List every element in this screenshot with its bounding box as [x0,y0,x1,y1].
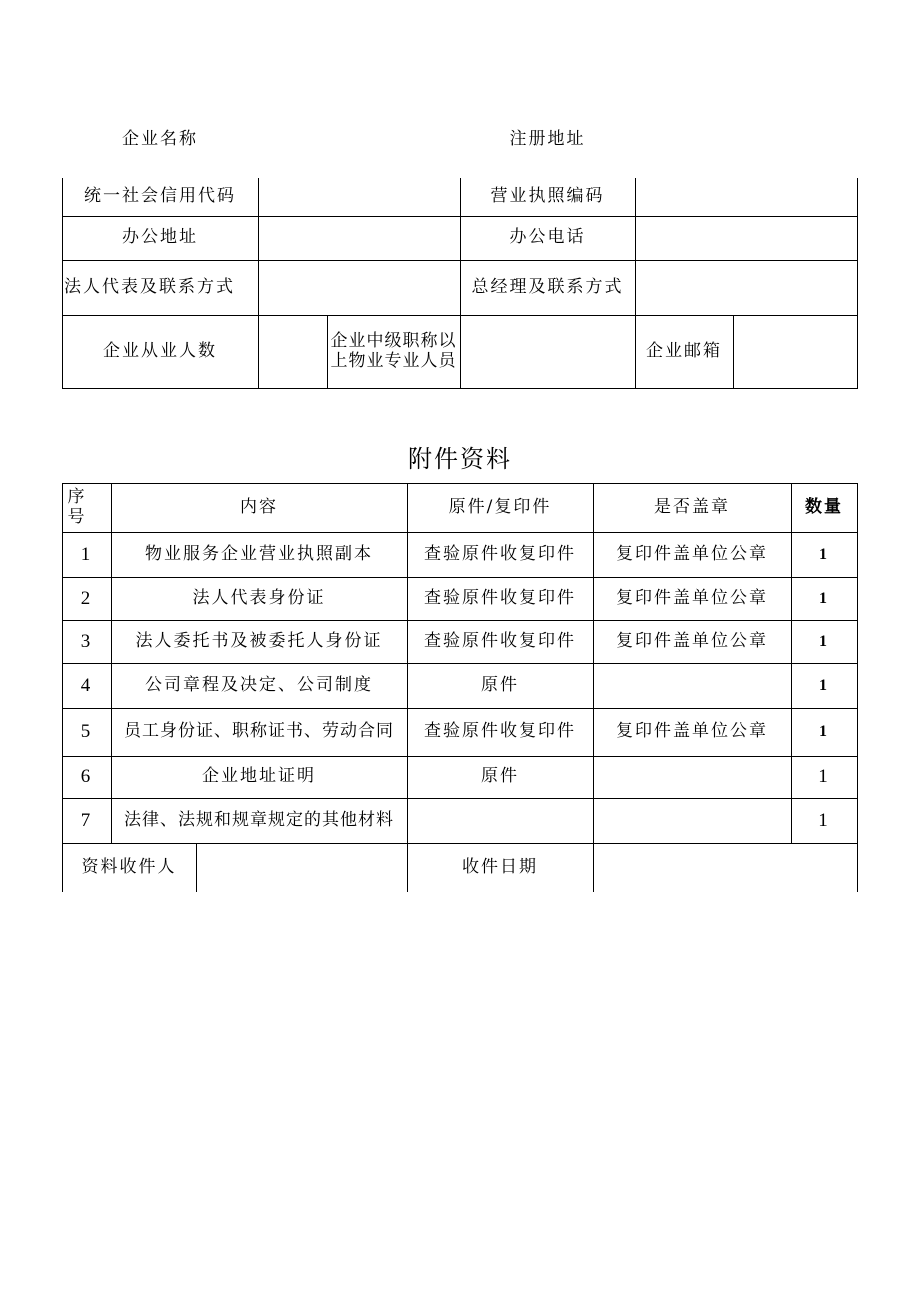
row-content: 法人委托书及被委托人身份证 [135,630,383,651]
row-content: 法律、法规和规章规定的其他材料 [124,809,394,830]
row-original-copy: 查验原件收复印件 [424,587,576,608]
receiver-label: 资料收件人 [81,856,177,877]
table1-line [258,178,259,389]
row-stamp [593,756,791,798]
office-phone-label: 办公电话 [509,227,586,248]
header-original-copy: 原件/复印件 [448,496,552,517]
company-email-label: 企业邮箱 [646,340,722,361]
header-seq-line1: 序 [67,486,85,507]
row-quantity: 1 [819,589,829,607]
row-content: 企业地址证明 [202,766,316,787]
header-seq [62,483,90,532]
row-seq: 2 [80,587,93,609]
row-original-copy: 查验原件收复印件 [424,543,576,564]
row-content: 物业服务企业营业执照副本 [145,543,373,564]
row-quantity: 1 [819,723,829,740]
row-original-copy: 原件 [481,674,519,695]
row-original-copy: 查验原件收复印件 [424,721,576,742]
table1-line [733,315,734,389]
table1-line [857,178,858,389]
company-name-label: 企业名称 [122,129,198,150]
header-content: 内容 [240,496,278,517]
table1-line [460,315,461,389]
row-seq: 5 [80,721,93,743]
row-stamp: 复印件盖单位公章 [616,587,768,608]
row-stamp [593,663,791,708]
header-quantity: 数量 [805,496,843,517]
row-content: 公司章程及决定、公司制度 [145,674,373,695]
header-seq-line2: 号 [67,506,85,527]
professional-staff-label-line2: 上物业专业人员 [330,350,457,371]
professional-staff-label-line1: 企业中级职称以 [330,330,457,351]
row-original-copy [407,798,593,843]
row-stamp: 复印件盖单位公章 [616,543,768,564]
row-stamp: 复印件盖单位公章 [616,721,768,742]
row-seq: 6 [80,766,93,788]
row-content: 员工身份证、职称证书、劳动合同 [124,721,394,742]
header-stamp: 是否盖章 [654,496,730,517]
receive-date-label: 收件日期 [462,856,538,877]
row-quantity: 1 [818,809,830,831]
registered-address-label: 注册地址 [509,129,586,150]
employees-count-label: 企业从业人数 [103,340,217,361]
license-number-label: 营业执照编码 [490,186,605,207]
row-seq: 4 [80,674,93,696]
row-original-copy: 原件 [481,766,519,787]
credit-code-label: 统一社会信用代码 [84,186,236,207]
professional-staff-label [327,315,460,388]
table2-line [857,483,858,892]
row-seq: 1 [80,543,93,565]
row-quantity: 1 [819,545,829,563]
row-seq: 3 [80,630,93,652]
row-quantity: 1 [818,766,830,788]
office-address-label: 办公地址 [122,227,198,248]
row-stamp: 复印件盖单位公章 [616,630,768,651]
row-original-copy: 查验原件收复印件 [424,630,576,651]
row-stamp [593,798,791,843]
row-quantity: 1 [819,632,829,650]
general-manager-label: 总经理及联系方式 [471,276,624,297]
row-seq: 7 [80,809,93,831]
attachments-title: 附件资料 [408,445,512,473]
row-content: 法人代表身份证 [192,587,326,608]
legal-representative-label: 法人代表及联系方式 [64,276,235,297]
table2-line [196,843,197,892]
row-quantity: 1 [819,676,829,694]
